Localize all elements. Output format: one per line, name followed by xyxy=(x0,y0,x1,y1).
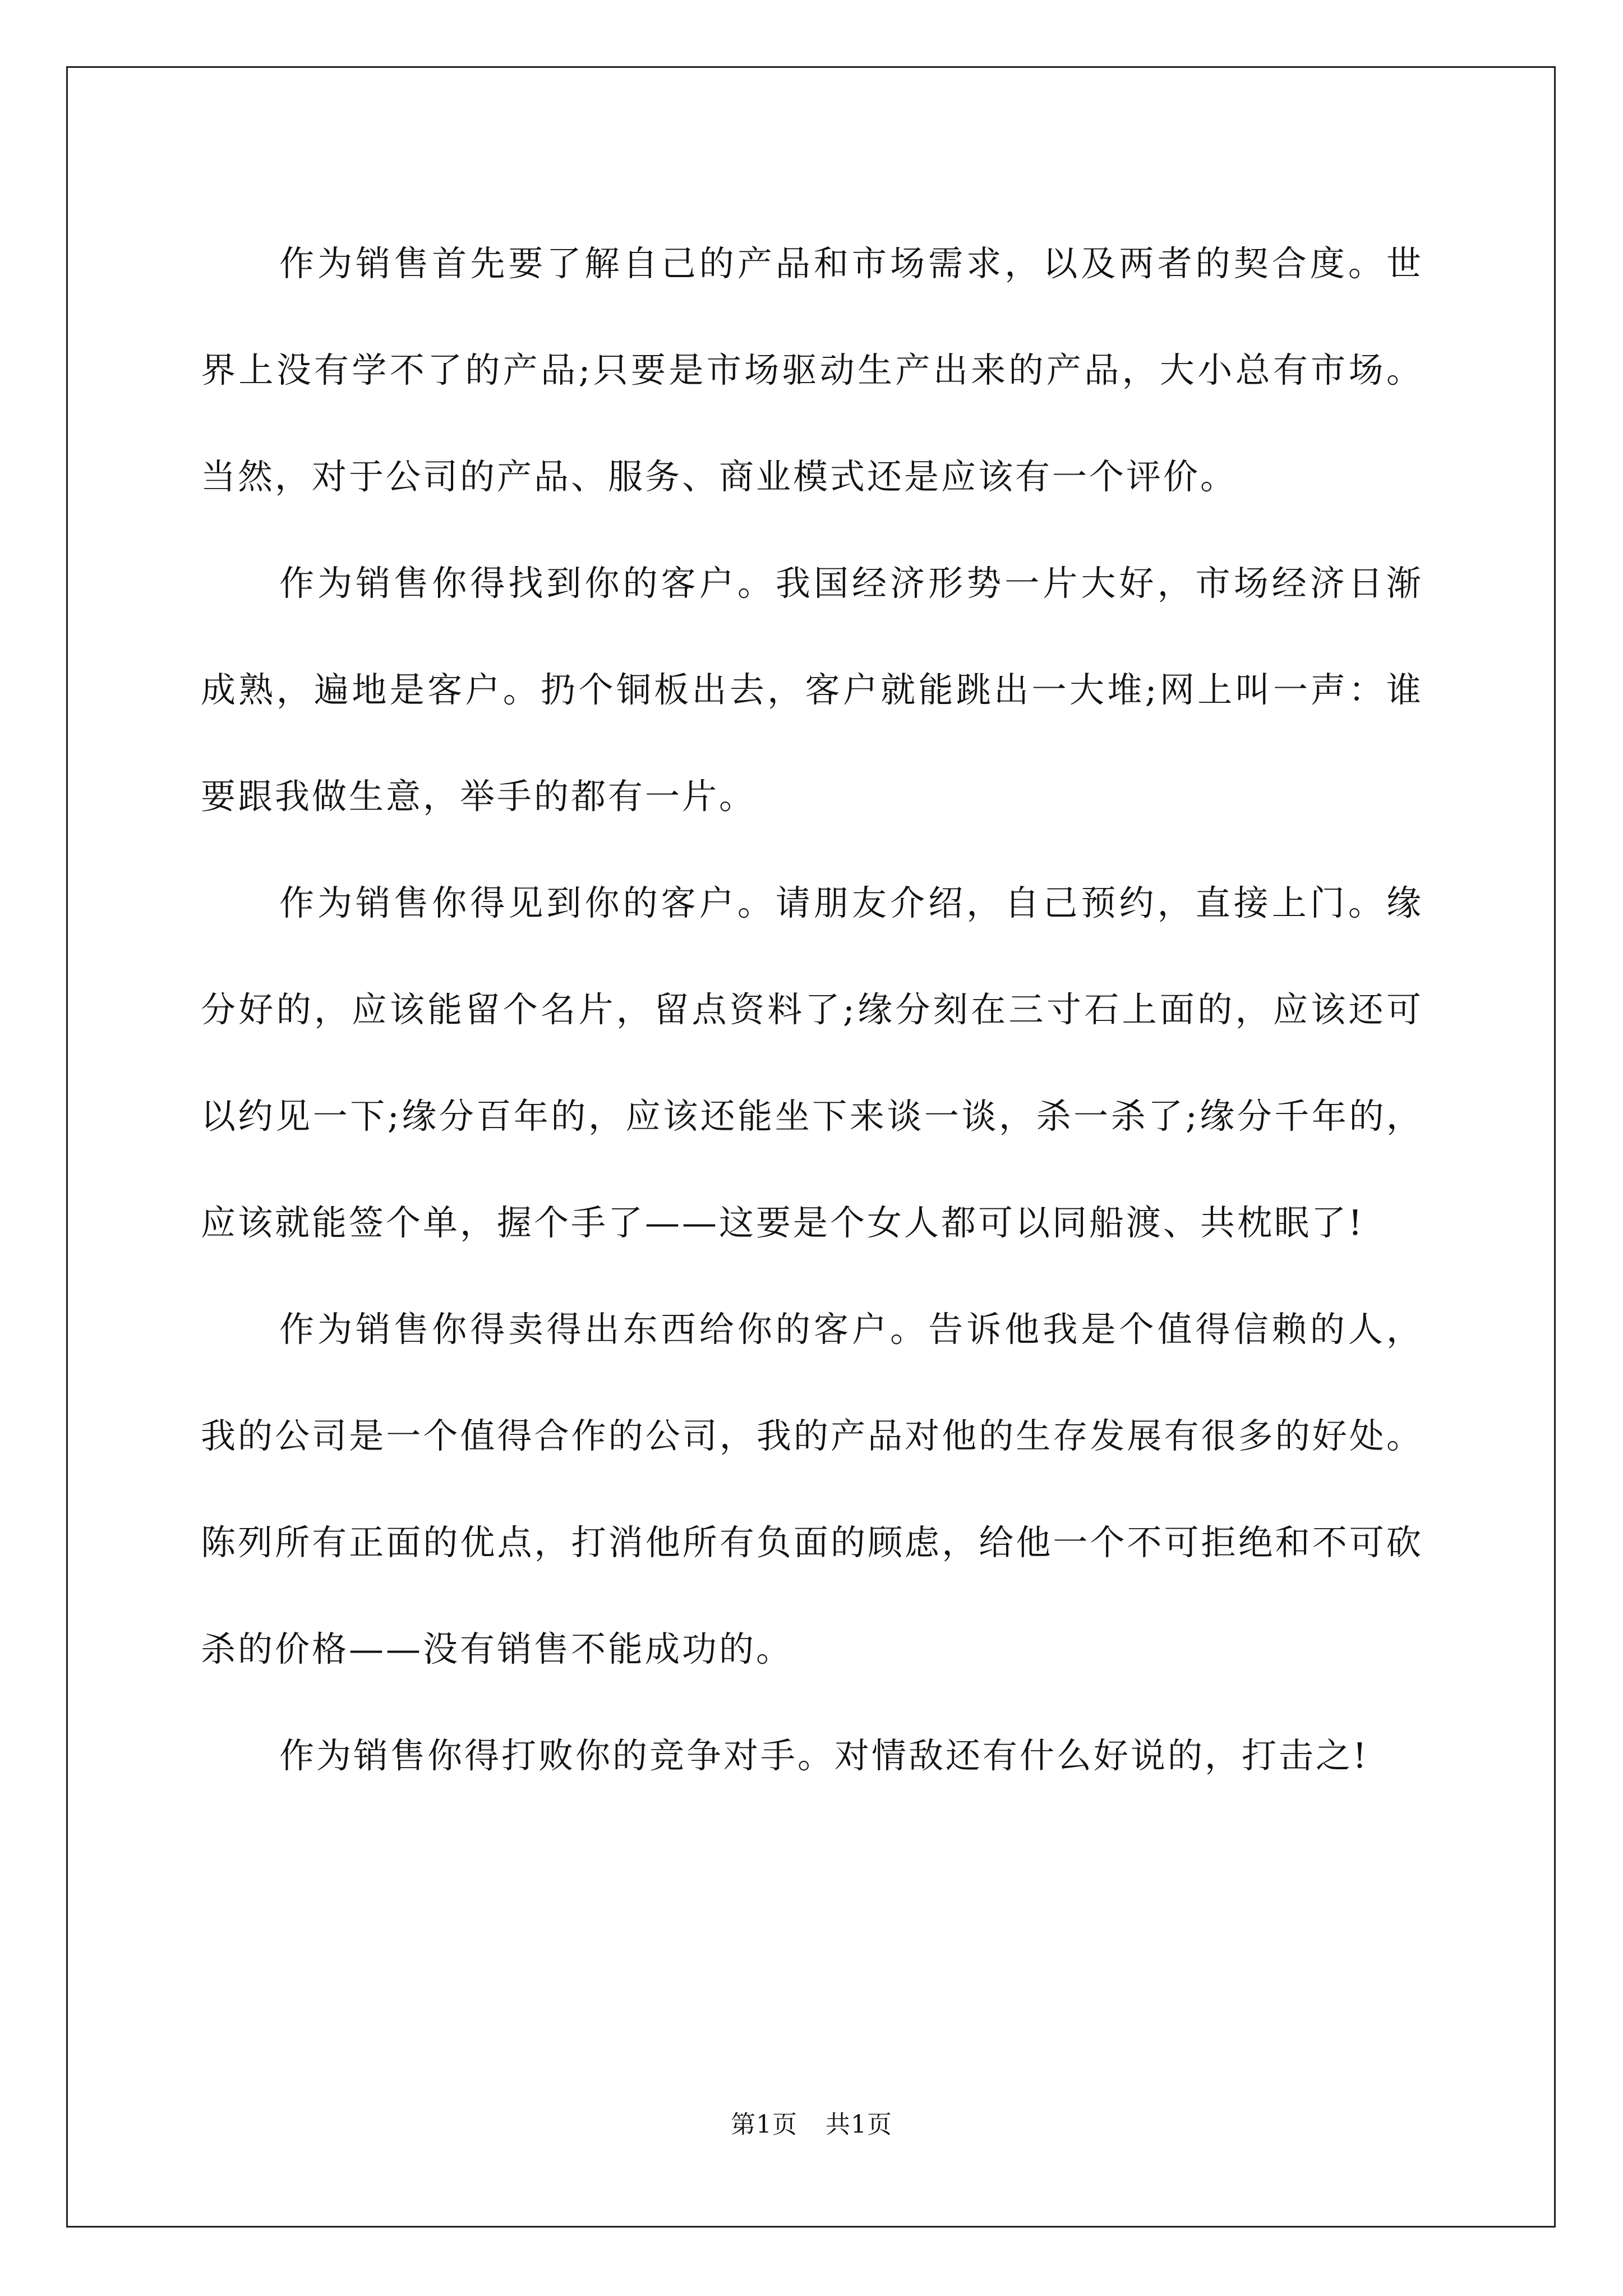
page-total: 共1页 xyxy=(826,2110,892,2139)
paragraph-1: 作为销售首先要了解自己的产品和市场需求，以及两者的契合度。世界上没有学不了的产品;只要是市场驱动生产出来的产品，大小总有市场。当然，对于公司的产品、服务、商业模式还是应该有一个评价。 xyxy=(201,243,1423,497)
page-footer xyxy=(0,2108,1623,2142)
paragraph-4: 作为销售你得卖得出东西给你的客户。告诉他我是个值得信赖的人，我的公司是一个值得合作的公司，我的产品对他的生存发展有很多的好处。陈列所有正面的优点，打消他所有负面的顾虑，给他一个不可拒绝和不可砍杀的价格——没有销售不能成功的。 xyxy=(201,1309,1423,1669)
paragraph-2: 作为销售你得找到你的客户。我国经济形势一片大好，市场经济日渐成熟，遍地是客户。扔个铜板出去，客户就能跳出一大堆;网上叫一声：谁要跟我做生意，举手的都有一片。 xyxy=(201,563,1423,817)
paragraph-3: 作为销售你得见到你的客户。请朋友介绍，自己预约，直接上门。缘分好的，应该能留个名片，留点资料了;缘分刻在三寸石上面的，应该还可以约见一下;缘分百年的，应该还能坐下来谈一谈，杀一杀了;缘分千年的，应该就能签个单，握个手了——这要是个女人都可以同船渡、共枕眠了! xyxy=(201,882,1423,1243)
paragraph-5: 作为销售你得打败你的竞争对手。对情敌还有什么好说的，打击之! xyxy=(279,1735,1369,1776)
document-body xyxy=(201,210,1423,1809)
page-number: 第1页 xyxy=(731,2110,797,2139)
